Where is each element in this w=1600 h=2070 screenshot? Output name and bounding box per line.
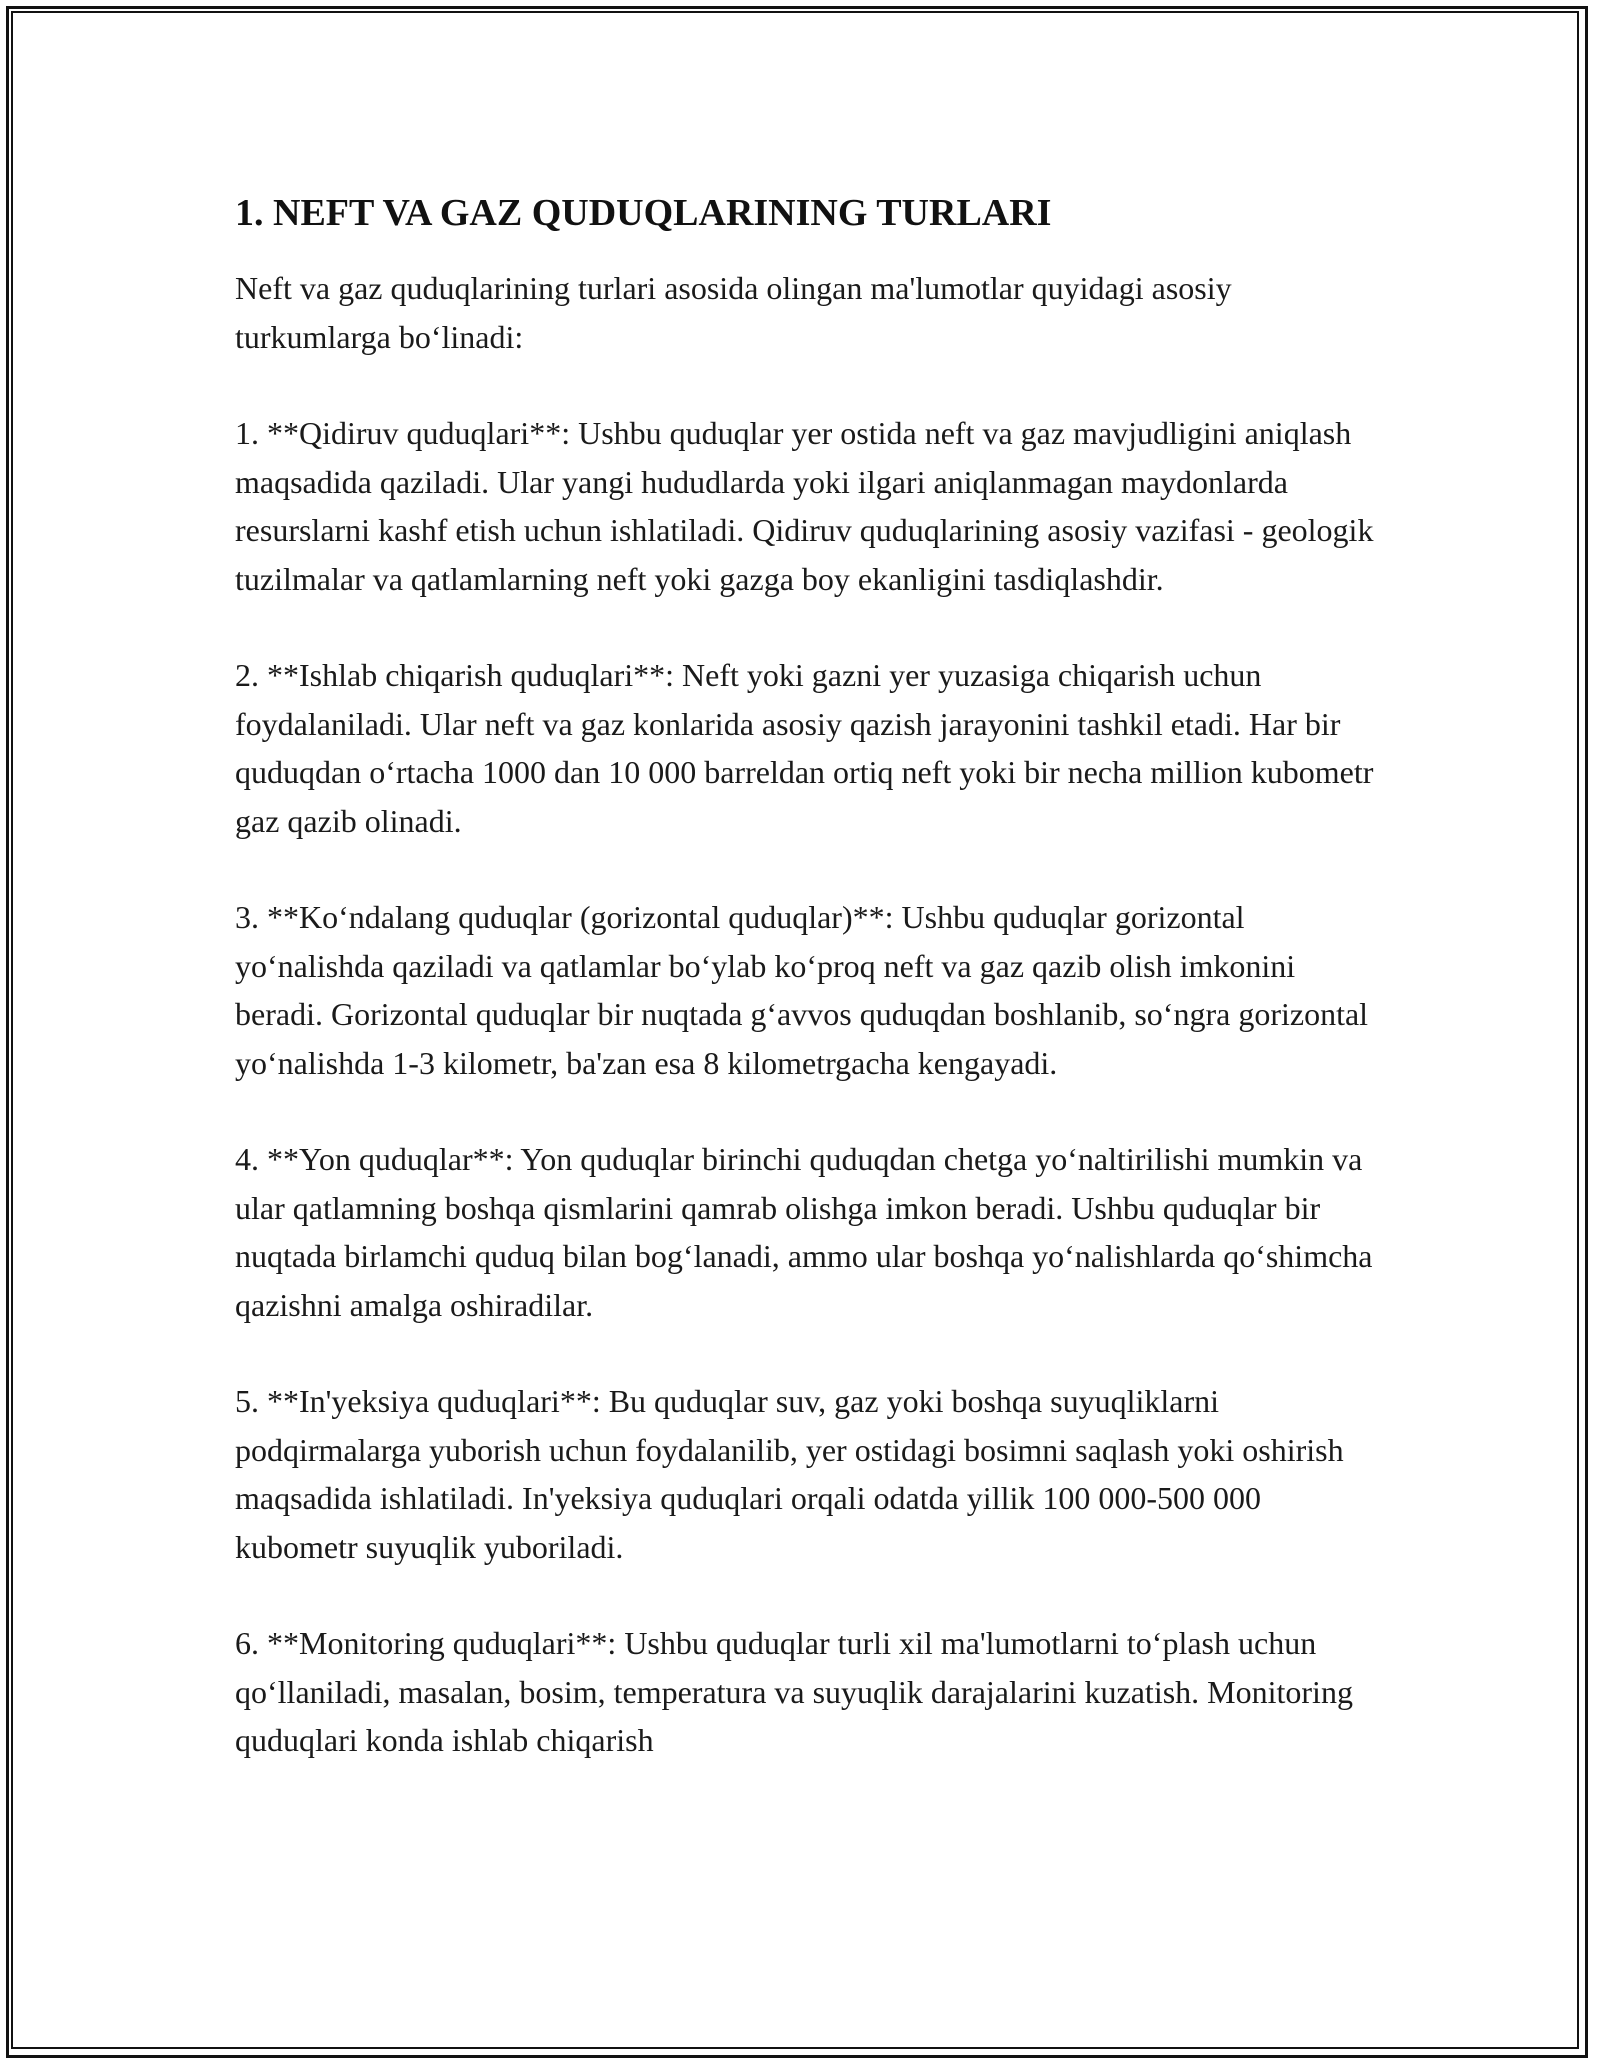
- document-body: [235, 188, 1375, 1813]
- section-qidiruv-quduqlari: 1. **Qidiruv quduqlari**: Ushbu quduqlar yer ostida neft va gaz mavjudligini aniqlash maqsadida qaziladi. Ular yangi hududlarda yoki ilgari aniqlanmagan maydonlarda resurslarni kashf etish uchun ishlatiladi. Qidiruv quduqlarining asosiy vazifasi - geologik tuzilmalar va qatlamlarning neft yoki gazga boy ekanligini tasdiqlashdir.: [235, 415, 1374, 597]
- section-monitoring-quduqlari: 6. **Monitoring quduqlari**: Ushbu quduqlar turli xil ma'lumotlarni to‘plash uchun qo‘llaniladi, masalan, bosim, temperatura va suyuqlik darajalarini kuzatish. Monitoring quduqlari konda ishlab chiqarish: [235, 1625, 1353, 1758]
- section-kondalang-quduqlar: 3. **Ko‘ndalang quduqlar (gorizontal quduqlar)**: Ushbu quduqlar gorizontal yo‘nalishda qaziladi va qatlamlar bo‘ylab ko‘proq neft va gaz qazib olish imkonini beradi. Gorizontal quduqlar bir nuqtada g‘avvos quduqdan boshlanib, so‘ngra gorizontal yo‘nalishda 1-3 kilometr, ba'zan esa 8 kilometrgacha kengayadi.: [235, 899, 1369, 1081]
- section-ishlab-chiqarish-quduqlari: 2. **Ishlab chiqarish quduqlari**: Neft yoki gazni yer yuzasiga chiqarish uchun foydalaniladi. Ular neft va gaz konlarida asosiy qazish jarayonini tashkil etadi. Har bir quduqdan o‘rtacha 1000 dan 10 000 barreldan ortiq neft yoki bir necha million kubometr gaz qazib olinadi.: [235, 657, 1374, 839]
- section-inyeksiya-quduqlari: 5. **In'yeksiya quduqlari**: Bu quduqlar suv, gaz yoki boshqa suyuqliklarni podqirmalarga yuborish uchun foydalanilib, yer ostidagi bosimni saqlash yoki oshirish maqsadida ishlatiladi. In'yeksiya quduqlari orqali odatda yillik 100 000-500 000 kubometr suyuqlik yuboriladi.: [235, 1383, 1344, 1565]
- section-yon-quduqlar: 4. **Yon quduqlar**: Yon quduqlar birinchi quduqdan chetga yo‘naltirilishi mumkin va ular qatlamning boshqa qismlarini qamrab olishga imkon beradi. Ushbu quduqlar bir nuqtada birlamchi quduq bilan bog‘lanadi, ammo ular boshqa yo‘nalishlarda qo‘shimcha qazishni amalga oshiradilar.: [235, 1141, 1373, 1323]
- intro-paragraph: Neft va gaz quduqlarining turlari asosida olingan ma'lumotlar quyidagi asosiy turkumlarga bo‘linadi:: [235, 270, 1232, 355]
- document-title: 1. NEFT VA GAZ QUDUQLARINING TURLARI: [235, 192, 1052, 234]
